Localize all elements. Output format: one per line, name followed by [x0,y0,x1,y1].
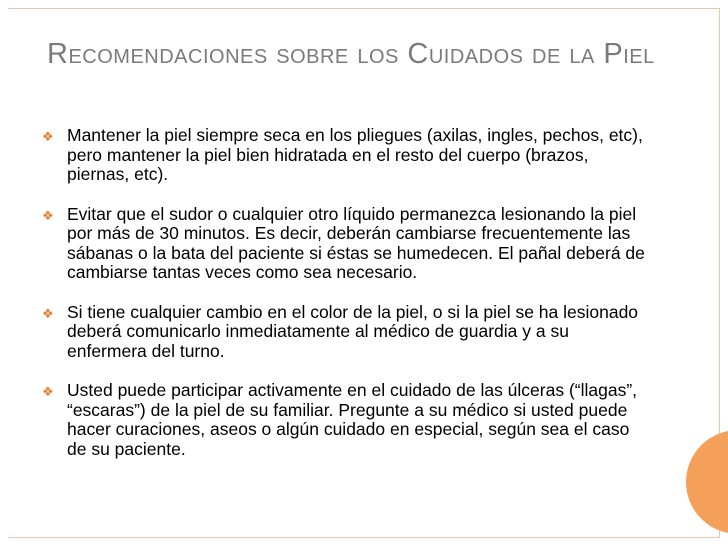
list-item [42,126,647,185]
bullet-diamond-icon: ❖ [42,305,54,321]
list-item [42,303,647,362]
list-item [42,381,647,459]
bullet-diamond-icon: ❖ [42,384,54,399]
slide-frame-bottom [8,537,720,538]
list-item [42,205,647,283]
slide-title: Recomendaciones sobre los Cuidados de la Piel [47,38,655,70]
bullet-text: Usted puede participar activamente en el cuidado de las úlceras (“llagas”, “escaras”) de la piel de su familiar. Pregunte a su médico si usted puede hacer curaciones, aseos o algún cuidado en especial, según sea el caso de su paciente. [67,380,638,459]
bullet-text: Si tiene cualquier cambio en el color de la piel, o si la piel se ha lesionado deberá comunicarlo inmediatamente al médico de guardia y a su enfermera del turno. [67,301,639,361]
bullet-diamond-icon: ❖ [42,207,54,223]
bullet-text: Mantener la piel siempre seca en los pliegues (axilas, ingles, pechos, etc), pero mantener la piel bien hidratada en el resto del cuerpo (brazos, piernas, etc). [67,125,643,184]
slide-frame-top [8,8,720,9]
bullet-list [42,126,647,479]
bullet-text: Evitar que el sudor o cualquier otro líquido permanezca lesionando la piel por más de 30 minutos. Es decir, deberán cambiarse frecuentemente las sábanas o la bata del paciente si éstas se humedecen. El pañal deberá de cambiarse tantas veces como sea necesario. [67,203,645,282]
decorative-circle [686,430,728,534]
bullet-diamond-icon: ❖ [42,129,54,144]
